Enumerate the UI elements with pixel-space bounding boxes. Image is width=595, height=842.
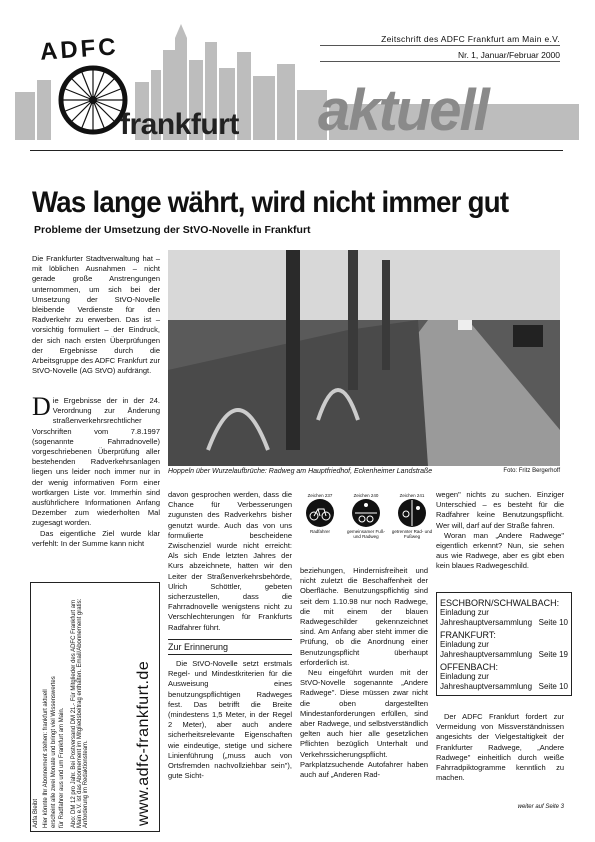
masthead-tagline: Zeitschrift des ADFC Frankfurt am Main e.V. [381,34,560,44]
event-page-link[interactable]: Seite 19 [538,650,568,659]
event-text: Einladung zur [440,608,489,617]
lead-paragraph: Die Frankfurter Stadtverwaltung hat – mit löblichen Ausnahmen – nicht gerade große Anstrengungen unternommen, um sich bei der Umsetzung der StVO-Novelle bleibende Verdienste für den Radverkehr zu erwerben. Das ist – vorsichtig formuliert – der Eindruck, der sich nach ersten Überprüfungen der Ergebnisse durch die Arbeitsgruppe des ADFC Frankfurt zur StVO-Novelle (AG StVO) aufdrängt. [32,254,160,376]
vbox-line-1: Adfa Bleibt [33,798,39,828]
dropcap: D [32,392,51,421]
column-2-paragraph-2: Die StVO-Novelle setzt erstmals Regel- und Mindestkriterien für die Ausweisung eines benutzungspflichtigen Radweges fest. Das betrifft die Breite (mindestens 1,5 Meter, in der Regel 2 Meter), aber auch andere sicherheitsrelevante Eigenschaften wie eindeutige, stetige und sichere Linienführung („muss auch von Ortsfremden nachvollziehbar sein"), gute Sicht- [168,659,292,781]
column-2 [168,490,292,781]
separated-path-sign-icon [397,498,427,528]
column-1-paragraph-1: ie Ergebnisse der in der 24. Verordnung zur Änderung straßenverkehrsrechtlicher Vorschriften vom 7.8.1997 (sogenannte Fahrradnovelle) vorgeschriebenen Überprüfung aller bestehenden Radverkehrsanlagen liegen uns leider noch immer nur in der wenig informativen Form einer wortkargen Liste vor. Immerhin sind ausführlichere Informationen Anfang Dezember zum wiederholten Mal zugesagt worden. [32,396,160,528]
event-text-2: Jahreshauptversammlung [440,682,533,691]
event-item [440,598,568,628]
sign-241 [390,493,434,539]
sign-241-label: getrennter Rad- und Fußweg [391,529,433,539]
bicycle-wheel-icon [61,68,125,132]
event-item [440,630,568,660]
sign-237 [298,493,342,539]
event-text-2: Jahreshauptversammlung [440,618,533,627]
vbox-line-3: erscheint alle zwei Monate und bringt viel Wissenswertes [51,676,57,828]
event-text: Einladung zur [440,640,489,649]
sign-240-label: gemeinsamer Fuß- und Radweg [346,529,385,539]
photo-credit: Foto: Fritz Bergerhoff [503,468,560,474]
photo-caption: Hoppeln über Wurzelaufbrüche: Radweg am Hauptfriedhof, Eckenheimer Landstraße [168,468,433,475]
event-place: FRANKFURT: [440,630,496,640]
bicycle-sign-icon [305,498,335,528]
title-frankfurt: frankfurt [120,108,239,141]
column-1-paragraph-2: Das eigentliche Ziel wurde klar verfehlt: In der Summe kann nicht [32,528,160,548]
column-3 [300,566,428,780]
issue-number: Nr. 1, Januar/Februar 2000 [457,50,560,60]
events-box [436,592,572,696]
headline: Was lange währt, wird nicht immer gut [32,186,509,219]
event-item [440,662,568,692]
event-text: Einladung zur [440,672,489,681]
subheadline: Probleme der Umsetzung der StVO-Novelle in Frankfurt [34,224,311,236]
sign-240-number: Zeichen 240 [353,493,379,498]
event-page-link[interactable]: Seite 10 [538,618,568,627]
column-4 [436,490,564,572]
sign-237-label: Radfahrer [309,529,330,534]
vbox-line-4: für Radfahrer aus und um Frankfurt am Main. [59,707,65,828]
continued-note[interactable]: weiter auf Seite 3 [517,804,564,810]
event-page-link[interactable]: Seite 10 [538,682,568,691]
box-heading: Zur Erinnerung [168,639,292,655]
website-link[interactable]: www.adfc-frankfurt.de [135,660,152,826]
column-4-paragraph-2: Woran man „Andere Radwege" eigentlich erkennt? Nun, sie sehen aus wie Radwege, aber es gibt eben kein blaues Radwegeschild. [436,530,564,571]
event-place: ESCHBORN/SCHWALBACH: [440,598,560,608]
title-aktuell: aktuell [318,78,488,143]
event-place: OFFENBACH: [440,662,499,672]
sign-240 [344,493,388,539]
column-2-paragraph-1: davon gesprochen werden, dass die Chance für Verbesserungen zugunsten des Radverkehrs bisher genutzt wurde. Auch das von uns formulierte bescheidene Zwischenziel wurde nicht erreicht: Als sich Ende letzten Jahres der Kurs abzeichnete, hatten wir den Leiter der Straßenverkehrsbehörde, Ulrich Schöttler, gebeten sicherzustellen, dass die Fahrradnovelle wenigstens nicht zu Verschlechterungen für Frankfurts Radfahrer führt. [168,490,292,632]
traffic-signs [298,493,434,563]
column-3-paragraph-1: beziehungen, Hindernisfreiheit und nicht zuletzt die Beschaffenheit der Oberfläche. Benutzungspflichtig sind seit dem 1.10.98 nur noch Radwege, die mit einem der blauen Radwegeschilder gekennzeichnet sind. Am Anfang aber steht immer die Prüfung, ob die Anordnung einer Benutzungspflicht überhaupt erforderlich ist. [300,566,428,667]
sign-241-number: Zeichen 241 [399,493,425,498]
column-4-paragraph-3: Der ADFC Frankfurt fordert zur Vermeidung von Missverständnissen angesichts der Vielgestaltigkeit der Frankfurter Radwege, „Andere Radwege" einheitlich durch weiße Fahrradpiktogramme kenntlich zu machen. [436,712,564,783]
column-1 [32,392,160,549]
event-text-2: Jahreshauptversammlung [440,650,533,659]
column-3-paragraph-2: Neu eingeführt wurden mit der StVO-Novelle sogenannte „Andere Radwege". Diese müssen zwar nicht die oben dargestellten Mindestanforderungen erfüllen, sind aber Radwege, und selbstverständlich gelten auch hier alle gesetzlichen Pflichten bezüglich Unterhalt und Verkehrssicherungspflicht. Parkplatzsuchende Autofahrer haben auch auf „Anderen Rad- [300,668,428,780]
vbox-line-2: Hier könnte Ihr Abonnement stehen: frankfurt aktuell [43,689,49,828]
adfc-logo-text: ADFC [39,33,120,66]
photo-bike-path [168,250,560,466]
shared-path-sign-icon [351,498,381,528]
sign-237-number: Zeichen 237 [307,493,333,498]
masthead-bottom-rule [30,150,563,151]
vbox-line-5: Abo: DM 12 pro Jahr. Bei Postversand DM 21.- Für Mitglieder des ADFC Frankfurt am Main e.V. ist das Abonnement im Mitgliedsbeitrag enthalten. Email/Abonnement gratis: Anforderung im Redaktionsteam. [71,598,89,828]
subscription-box [30,582,160,832]
column-4-paragraph-1: wegen" nichts zu suchen. Einziger Unterschied – es besteht für die Radfahrer keine Benutzungspflicht. Wer will, darf auf der Straße fahren. [436,490,564,530]
